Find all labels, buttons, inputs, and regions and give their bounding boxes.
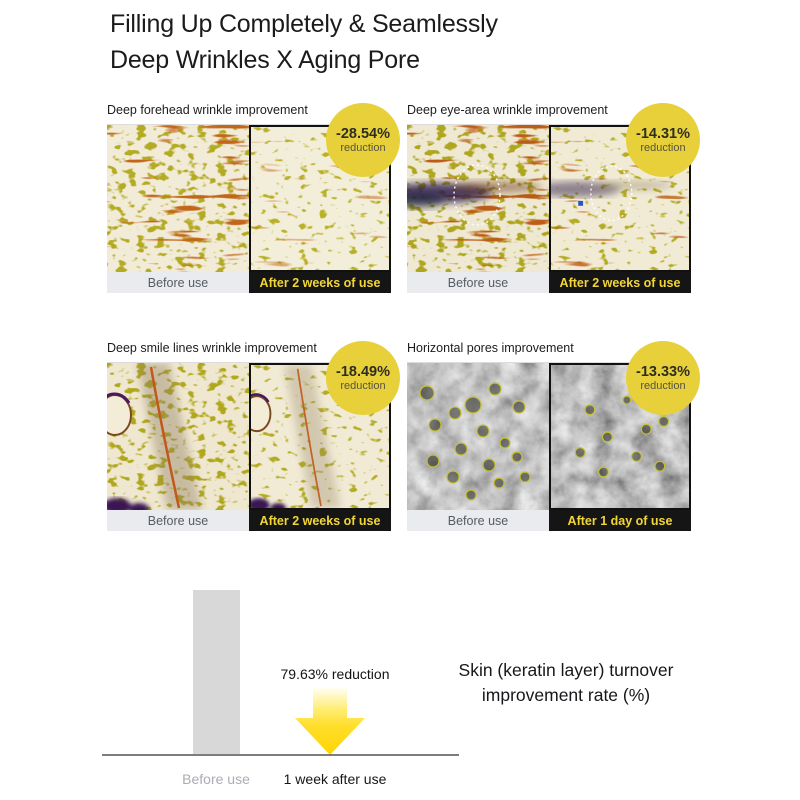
before-use-label: Before use (407, 272, 549, 293)
before-skin-image (407, 363, 549, 510)
reduction-value: -28.54% (335, 125, 390, 142)
panel-smile-lines-title: Deep smile lines wrinkle improvement (107, 341, 317, 355)
after-use-label: After 1 day of use (549, 510, 691, 531)
reduction-caption: reduction (640, 141, 686, 154)
after-use-label: After 2 weeks of use (549, 272, 691, 293)
chart-caption-line1: Skin (keratin layer) turnover (458, 660, 674, 680)
x-label-before: Before use (182, 771, 250, 787)
reduction-caption: reduction (640, 379, 686, 392)
reduction-annotation: 79.63% reduction (280, 666, 390, 682)
before-skin-image (107, 125, 249, 272)
page-title-line2: Deep Wrinkles X Aging Pore (110, 46, 420, 74)
reduction-value: -13.33% (635, 363, 690, 380)
chart-caption-line2: improvement rate (%) (481, 685, 651, 705)
reduction-caption: reduction (340, 379, 386, 392)
before-use-label: Before use (407, 510, 549, 531)
panel-pores-title: Horizontal pores improvement (407, 341, 574, 355)
reduction-badge (326, 341, 400, 415)
page-title-line1: Filling Up Completely & Seamlessly (110, 10, 498, 38)
x-axis-line (102, 754, 459, 756)
reduction-value: -18.49% (335, 363, 390, 380)
before-use-bar (193, 590, 240, 755)
before-skin-image (407, 125, 549, 272)
page-title (110, 6, 498, 78)
x-label-after: 1 week after use (283, 771, 387, 787)
reduction-badge (326, 103, 400, 177)
after-use-label: After 2 weeks of use (249, 272, 391, 293)
reduction-value: -14.31% (635, 125, 690, 142)
after-use-label: After 2 weeks of use (249, 510, 391, 531)
down-arrow-icon (295, 688, 365, 756)
chart-caption (430, 658, 702, 708)
reduction-badge (626, 103, 700, 177)
before-use-label: Before use (107, 272, 249, 293)
reduction-badge (626, 341, 700, 415)
panel-eye-area-title: Deep eye-area wrinkle improvement (407, 103, 608, 117)
panel-forehead-title: Deep forehead wrinkle improvement (107, 103, 308, 117)
before-use-label: Before use (107, 510, 249, 531)
before-skin-image (107, 363, 249, 510)
reduction-caption: reduction (340, 141, 386, 154)
